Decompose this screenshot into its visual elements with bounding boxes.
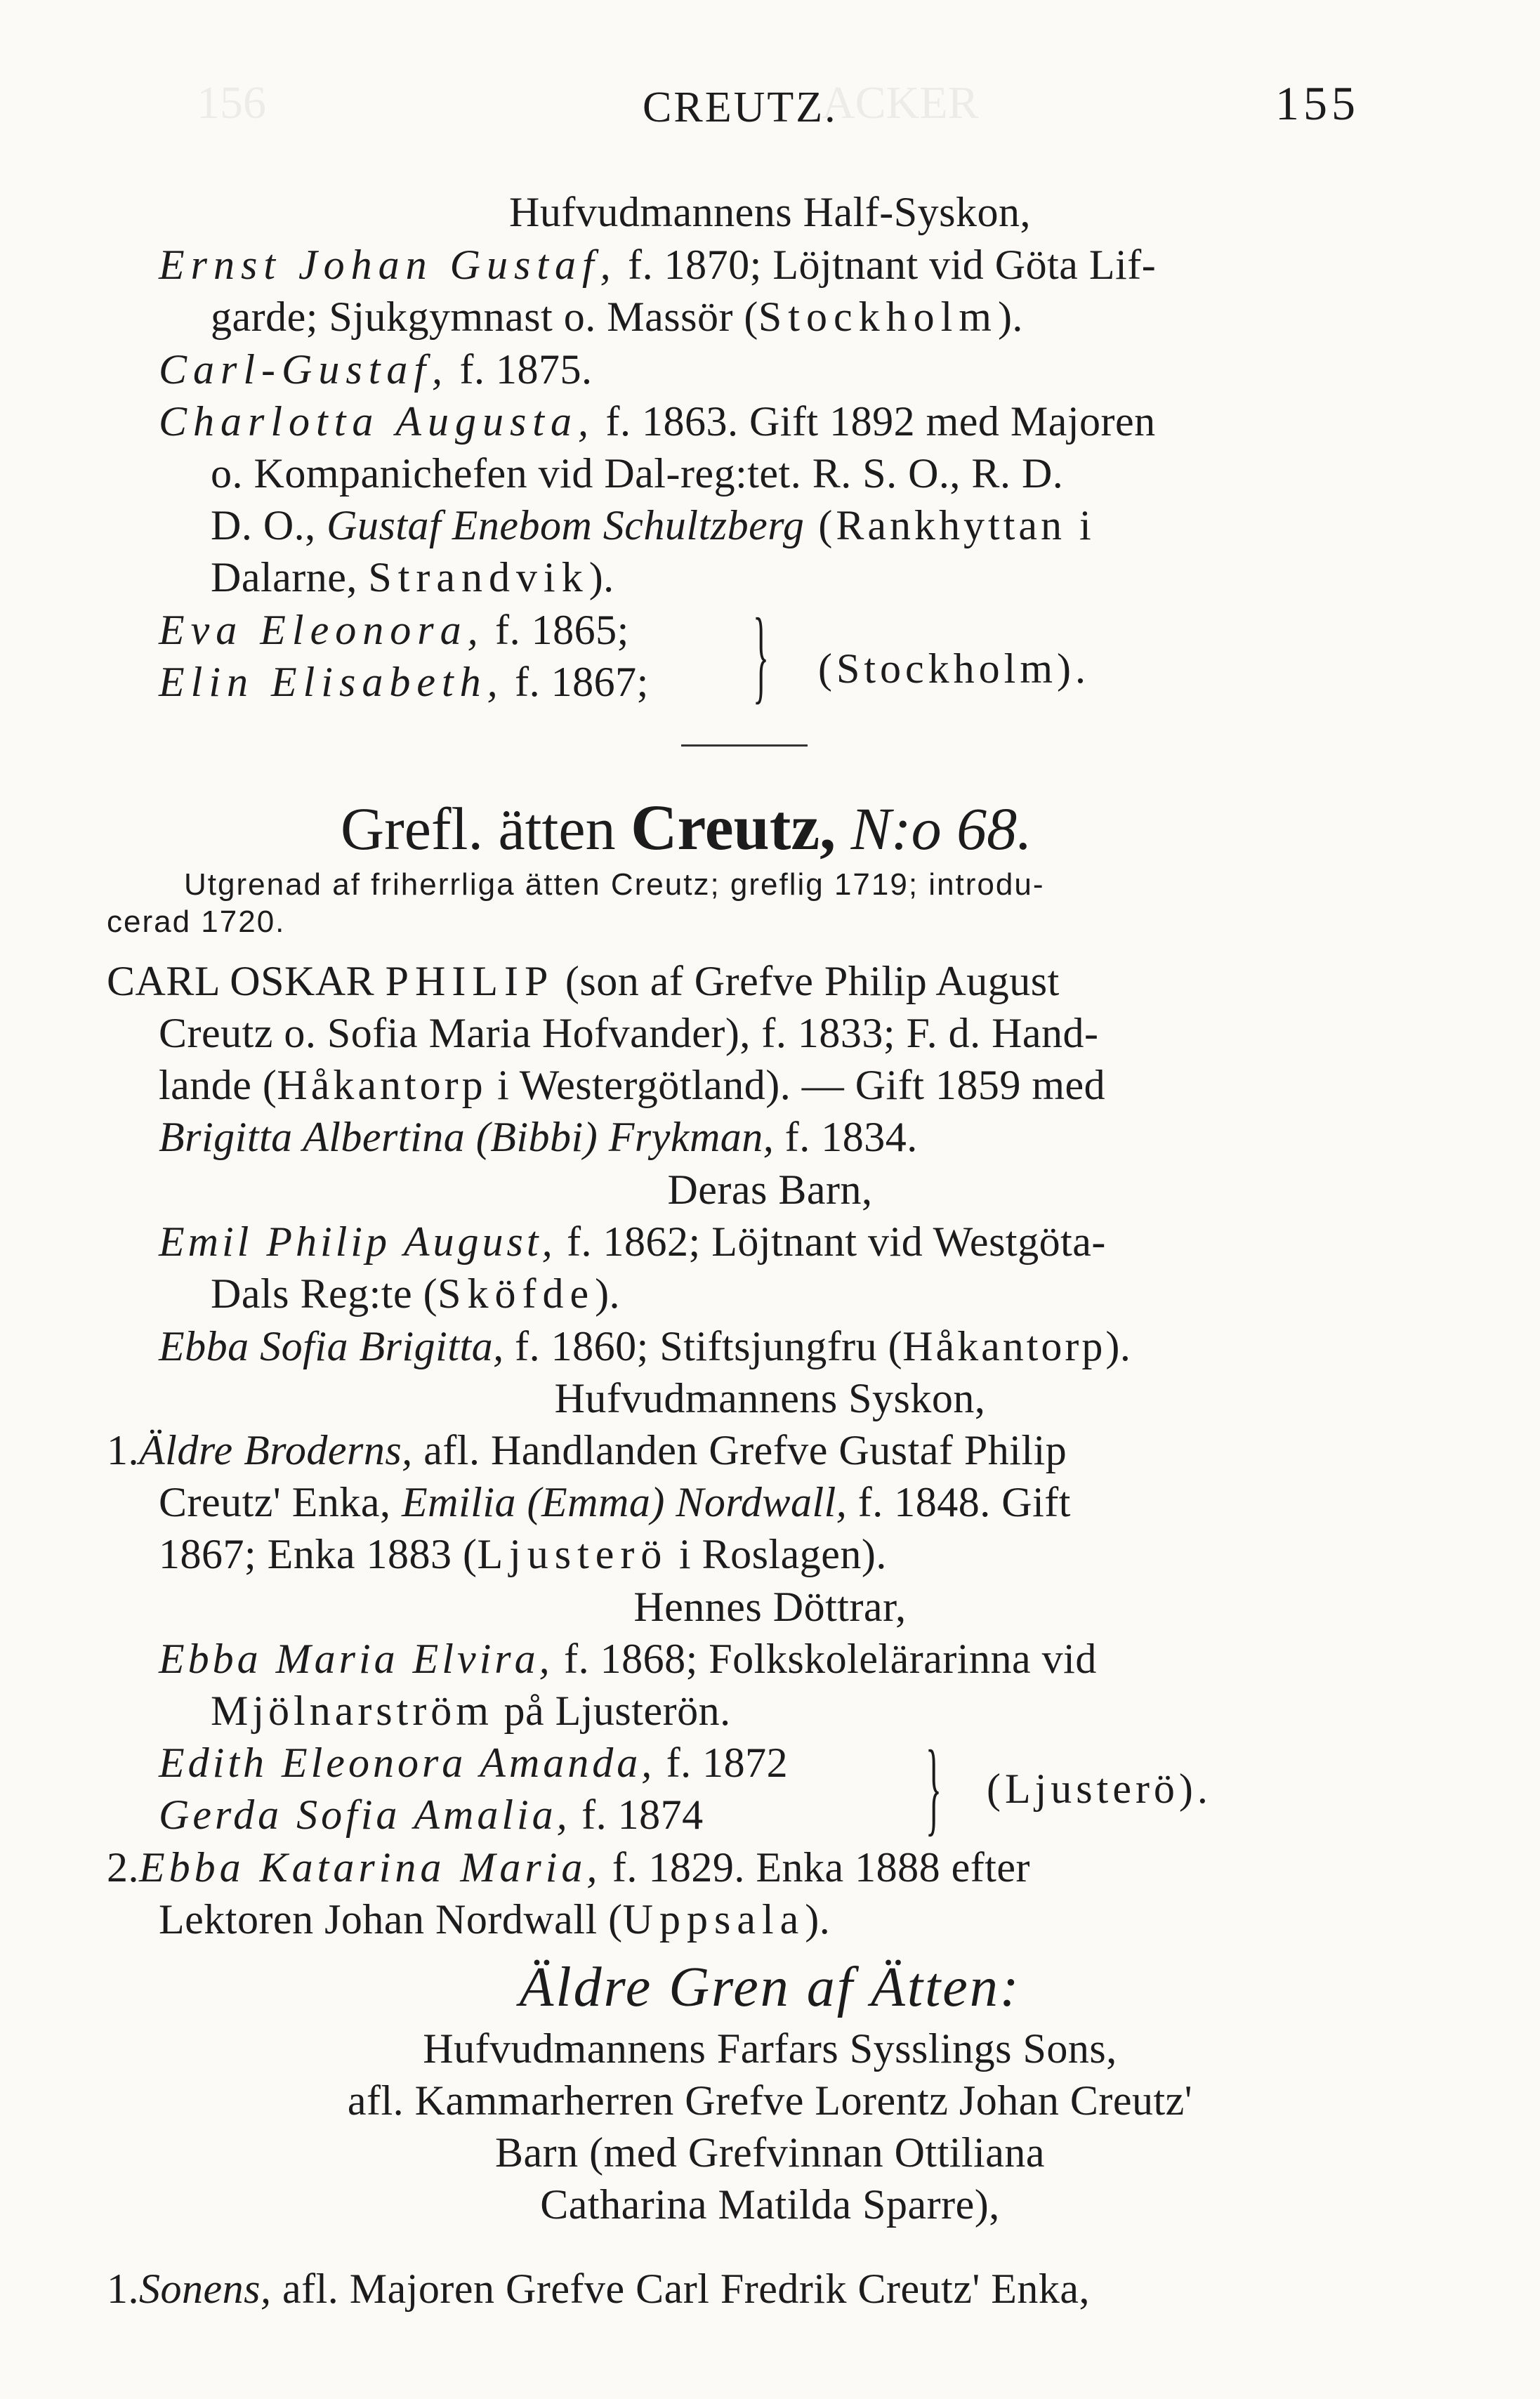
entry-text: Dals Reg:te ( — [211, 1270, 438, 1317]
person-name-ernst: Ernst Johan Gustaf, — [159, 242, 617, 288]
intro-line2: cerad 1720. — [107, 905, 286, 939]
entry-text: 1867; Enka 1883 ( — [159, 1531, 478, 1577]
place-name: (Rankhyttan i — [804, 502, 1095, 548]
person-name-gerda: Gerda Sofia Amalia, — [159, 1792, 571, 1838]
entry-text: lande ( — [159, 1062, 277, 1108]
siblings-heading: Hufvudmannens Syskon, — [554, 1375, 986, 1421]
person-name-aldre-broder: Äldre Broderns, — [139, 1427, 413, 1473]
older-branch-heading: Äldre Gren af Ätten: — [519, 1957, 1021, 2018]
place-ljustero: (Ljusterö). — [987, 1766, 1212, 1812]
bleed-through-title: ACKER — [822, 77, 979, 129]
person-name-enebom: Gustaf Enebom Schultzberg — [327, 502, 805, 548]
person-name-eva: Eva Eleonora, — [159, 607, 485, 653]
entry-text: f. 1874 — [570, 1792, 704, 1838]
entry-text: f. 1848. Gift — [847, 1479, 1071, 1525]
sibling1-line2 — [159, 1476, 1071, 1528]
entry-text: Creutz' Enka, — [159, 1479, 402, 1525]
place-name: Uppsala — [622, 1896, 805, 1943]
head-carl-oskar-line1 — [107, 955, 1060, 1007]
entry-text: f. 1870; Löjtnant vid Göta Lif- — [617, 242, 1157, 288]
list-number: 1. — [107, 2266, 139, 2312]
heading-family-name: Creutz, — [631, 791, 836, 863]
entry-charlotta-line3 — [211, 499, 1095, 551]
section-divider — [681, 744, 808, 747]
person-name-ebba-maria: Ebba Maria Elvira, — [159, 1636, 553, 1682]
daughter-gerda — [159, 1789, 704, 1841]
person-name-ebba-katarina: Ebba Katarina Maria, — [139, 1844, 602, 1891]
person-name-emil: Emil Philip August, — [159, 1218, 556, 1265]
entry-ernst-line1 — [159, 239, 1156, 291]
spouse-name: Brigitta Albertina (Bibbi) Frykman, — [159, 1114, 775, 1160]
head-carl-oskar-line2: Creutz o. Sofia Maria Hofvander), f. 1833; F. d. Hand- — [159, 1010, 1099, 1056]
sibling1-line1 — [107, 1424, 1067, 1476]
older-branch-line1: Hufvudmannens Farfars Sysslings Sons, — [423, 2025, 1117, 2072]
daughter-ebba-line2 — [211, 1685, 731, 1737]
daughter-edith — [159, 1737, 788, 1789]
page-number: 155 — [1275, 77, 1360, 130]
place-name: Mjölnarström — [211, 1688, 493, 1734]
entry-text: på Ljusterön. — [492, 1688, 731, 1734]
person-name-elin: Elin Elisabeth, — [159, 659, 504, 705]
entry-text: f. 1834. — [774, 1114, 918, 1160]
person-name-sonens: Sonens, — [139, 2266, 272, 2312]
entry-ernst-line2 — [211, 291, 1023, 343]
head-name: CARL OSKAR — [107, 958, 386, 1004]
older-branch-line4: Catharina Matilda Sparre), — [540, 2181, 1000, 2228]
entry-text: (son af Grefve Philip August — [554, 958, 1060, 1004]
entry-text: f. 1875. — [449, 346, 593, 393]
person-name-edith: Edith Eleonora Amanda, — [159, 1740, 656, 1786]
brace-symbol: } — [926, 1729, 942, 1846]
older-branch-entry1 — [107, 2263, 1090, 2315]
family-heading — [341, 792, 1032, 864]
entry-text: ). — [595, 1270, 621, 1317]
heading-number: N:o 68. — [836, 795, 1032, 862]
entry-text: afl. Majoren Grefve Carl Fredrik Creutz' Enka, — [271, 2266, 1091, 2312]
sibling2-line2 — [159, 1893, 830, 1945]
heading-prefix: Grefl. ätten — [341, 795, 631, 862]
entry-text: f. 1872 — [655, 1740, 789, 1786]
entry-text: f. 1860; Stiftsjungfru ( — [504, 1323, 903, 1369]
place-stockholm: (Stockholm). — [818, 645, 1090, 692]
person-name-emilia: Emilia (Emma) Nordwall, — [402, 1479, 848, 1525]
place-name: Sköfde — [437, 1270, 595, 1317]
place-name: Håkantorp — [277, 1062, 487, 1108]
entry-text: ). — [805, 1896, 831, 1943]
place-name: Stockholm — [758, 294, 998, 340]
entry-text: f. 1865; — [484, 607, 629, 653]
entry-text: f. 1868; Folkskolelärarinna vid — [553, 1636, 1097, 1682]
intro-line1: Utgrenad af friherrliga ätten Creutz; greflig 1719; introdu- — [184, 867, 1045, 902]
entry-eva — [159, 604, 629, 656]
entry-charlotta-line1 — [159, 395, 1156, 447]
entry-text: f. 1829. Enka 1888 efter — [601, 1844, 1031, 1891]
entry-text: ). — [588, 554, 614, 600]
sibling1-line3 — [159, 1528, 887, 1580]
entry-text: garde; Sjukgymnast o. Massör ( — [211, 294, 758, 340]
half-siblings-heading: Hufvudmannens Half-Syskon, — [509, 189, 1031, 235]
child-ebba — [159, 1320, 1131, 1372]
entry-text: i Westergötland). — Gift 1859 med — [486, 1062, 1106, 1108]
daughters-heading: Hennes Döttrar, — [633, 1584, 907, 1630]
entry-text: D. O., — [211, 502, 327, 548]
entry-text: i Roslagen). — [668, 1531, 887, 1577]
person-name-carl-gustaf: Carl-Gustaf, — [159, 346, 449, 393]
entry-text: Dalarne, — [211, 554, 369, 600]
brace-symbol: } — [753, 597, 770, 714]
place-name: Strandvik — [368, 554, 589, 600]
entry-charlotta-line4 — [211, 551, 614, 603]
entry-text: f. 1867; — [504, 659, 649, 705]
entry-text: ). — [997, 294, 1023, 340]
list-number: 2. — [107, 1844, 139, 1891]
sibling2-line1 — [107, 1841, 1030, 1893]
older-branch-line2: afl. Kammarherren Grefve Lorentz Johan Creutz' — [347, 2077, 1193, 2124]
entry-charlotta-line2: o. Kompanichefen vid Dal-reg:tet. R. S. O., R. D. — [211, 450, 1064, 497]
entry-text: f. 1863. Gift 1892 med Majoren — [594, 398, 1156, 445]
bleed-through-page-number: 156 — [197, 77, 266, 129]
list-number: 1. — [107, 1427, 139, 1473]
place-name: Håkantorp — [902, 1323, 1106, 1369]
head-name-spaced: PHILIP — [385, 958, 555, 1004]
running-header-title: CREUTZ. — [643, 84, 838, 131]
entry-text: f. 1862; Löjtnant vid Westgöta- — [555, 1218, 1106, 1265]
head-carl-oskar-line3 — [159, 1059, 1105, 1111]
place-name: Ljusterö — [477, 1531, 669, 1577]
entry-text: afl. Handlanden Grefve Gustaf Philip — [412, 1427, 1067, 1473]
person-name-charlotta: Charlotta Augusta, — [159, 398, 595, 445]
child-emil-line2 — [211, 1268, 620, 1320]
children-heading: Deras Barn, — [667, 1166, 873, 1213]
entry-elin — [159, 656, 649, 708]
person-name-ebba: Ebba Sofia Brigitta, — [159, 1323, 504, 1369]
entry-carl-gustaf — [159, 343, 593, 395]
head-carl-oskar-line4 — [159, 1111, 918, 1163]
daughter-ebba-line1 — [159, 1633, 1097, 1685]
entry-text: Lektoren Johan Nordwall ( — [159, 1896, 623, 1943]
older-branch-line3: Barn (med Grefvinnan Ottiliana — [494, 2129, 1046, 2176]
child-emil-line1 — [159, 1216, 1106, 1268]
entry-text: ). — [1105, 1323, 1131, 1369]
